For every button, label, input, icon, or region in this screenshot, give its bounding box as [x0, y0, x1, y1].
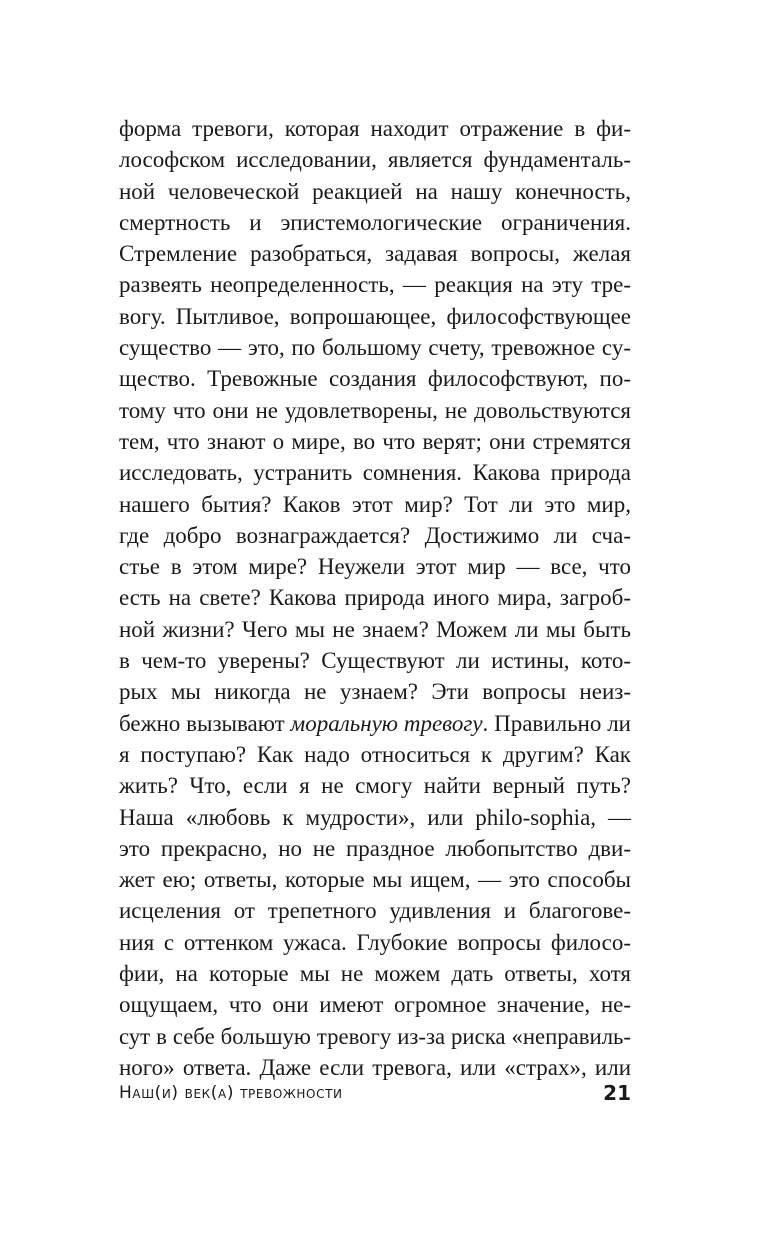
text-line: форма тревоги, которая находит отражение в фи-	[119, 116, 631, 141]
text-line: развеять неопределенность, — реакция на эту тре-	[119, 272, 631, 298]
text-line: исследовать, устранить сомнения. Какова природа	[119, 460, 631, 486]
emphasized-term: моральную тревогу	[290, 710, 483, 736]
text-line: ния с оттенком ужаса. Глубокие вопросы филосо-	[119, 929, 631, 955]
text-line: сут в себе большую тревогу из-за риска «неправиль-	[119, 1023, 631, 1049]
text-line: рых мы никогда не узнаем? Эти вопросы неиз-	[119, 679, 631, 705]
text-line: лософском исследовании, является фундаменталь-	[119, 147, 631, 173]
text-line: ного» ответа. Даже если тревога, или «страх», или	[119, 1054, 631, 1080]
text-line: тому что они не удовлетворены, не довольствуются	[119, 397, 631, 423]
text-line: существо — это, по большому счету, тревожное су-	[119, 335, 631, 361]
page-number: 21	[603, 1081, 631, 1105]
text-line: Наша «любовь к мудрости», или philo-sophia, —	[119, 804, 631, 830]
text-line: вогу. Пытливое, вопрошающее, философствующее	[119, 303, 631, 329]
text-line: я поступаю? Как надо относиться к другим? Как	[119, 741, 631, 767]
text-line: ной человеческой реакцией на нашу конечность,	[119, 178, 631, 204]
text-line: нашего бытия? Каков этот мир? Тот ли это мир,	[119, 491, 631, 517]
text-line: фии, на которые мы не можем дать ответы, хотя	[119, 961, 631, 987]
text-line: где добро вознаграждается? Достижимо ли сча-	[119, 522, 631, 548]
text-line: есть на свете? Какова природа иного мира, загроб-	[119, 585, 631, 611]
text-line: Стремление разобраться, задавая вопросы, желая	[119, 241, 631, 267]
text-line: в чем-то уверены? Существуют ли истины, кото-	[119, 648, 631, 674]
text-line: смертность и эпистемологические ограничения.	[119, 209, 631, 235]
text-line: исцеления от трепетного удивления и благогове-	[119, 898, 631, 924]
running-head: Наш(и) век(а) тревожности	[119, 1083, 343, 1103]
text-line: стье в этом мире? Неужели этот мир — все, что	[119, 554, 631, 580]
line-text-after: . Правильно ли	[482, 710, 631, 736]
text-line: жить? Что, если я не смогу найти верный путь?	[119, 773, 631, 799]
text-line: тем, что знают о мире, во что верят; они стремятся	[119, 428, 631, 454]
text-line-with-emphasis	[119, 708, 631, 739]
text-line: ной жизни? Чего мы не знаем? Можем ли мы быть	[119, 616, 631, 642]
text-line: жет ею; ответы, которые мы ищем, — это способы	[119, 867, 631, 893]
page-footer	[119, 1078, 631, 1108]
line-text-before: бежно вызывают	[119, 710, 291, 736]
text-line: это прекрасно, но не праздное любопытство дви-	[119, 835, 631, 861]
text-line: щество. Тревожные создания философствуют, по-	[119, 366, 631, 392]
body-text	[119, 113, 631, 1083]
text-line: ощущаем, что они имеют огромное значение, не-	[119, 992, 631, 1018]
